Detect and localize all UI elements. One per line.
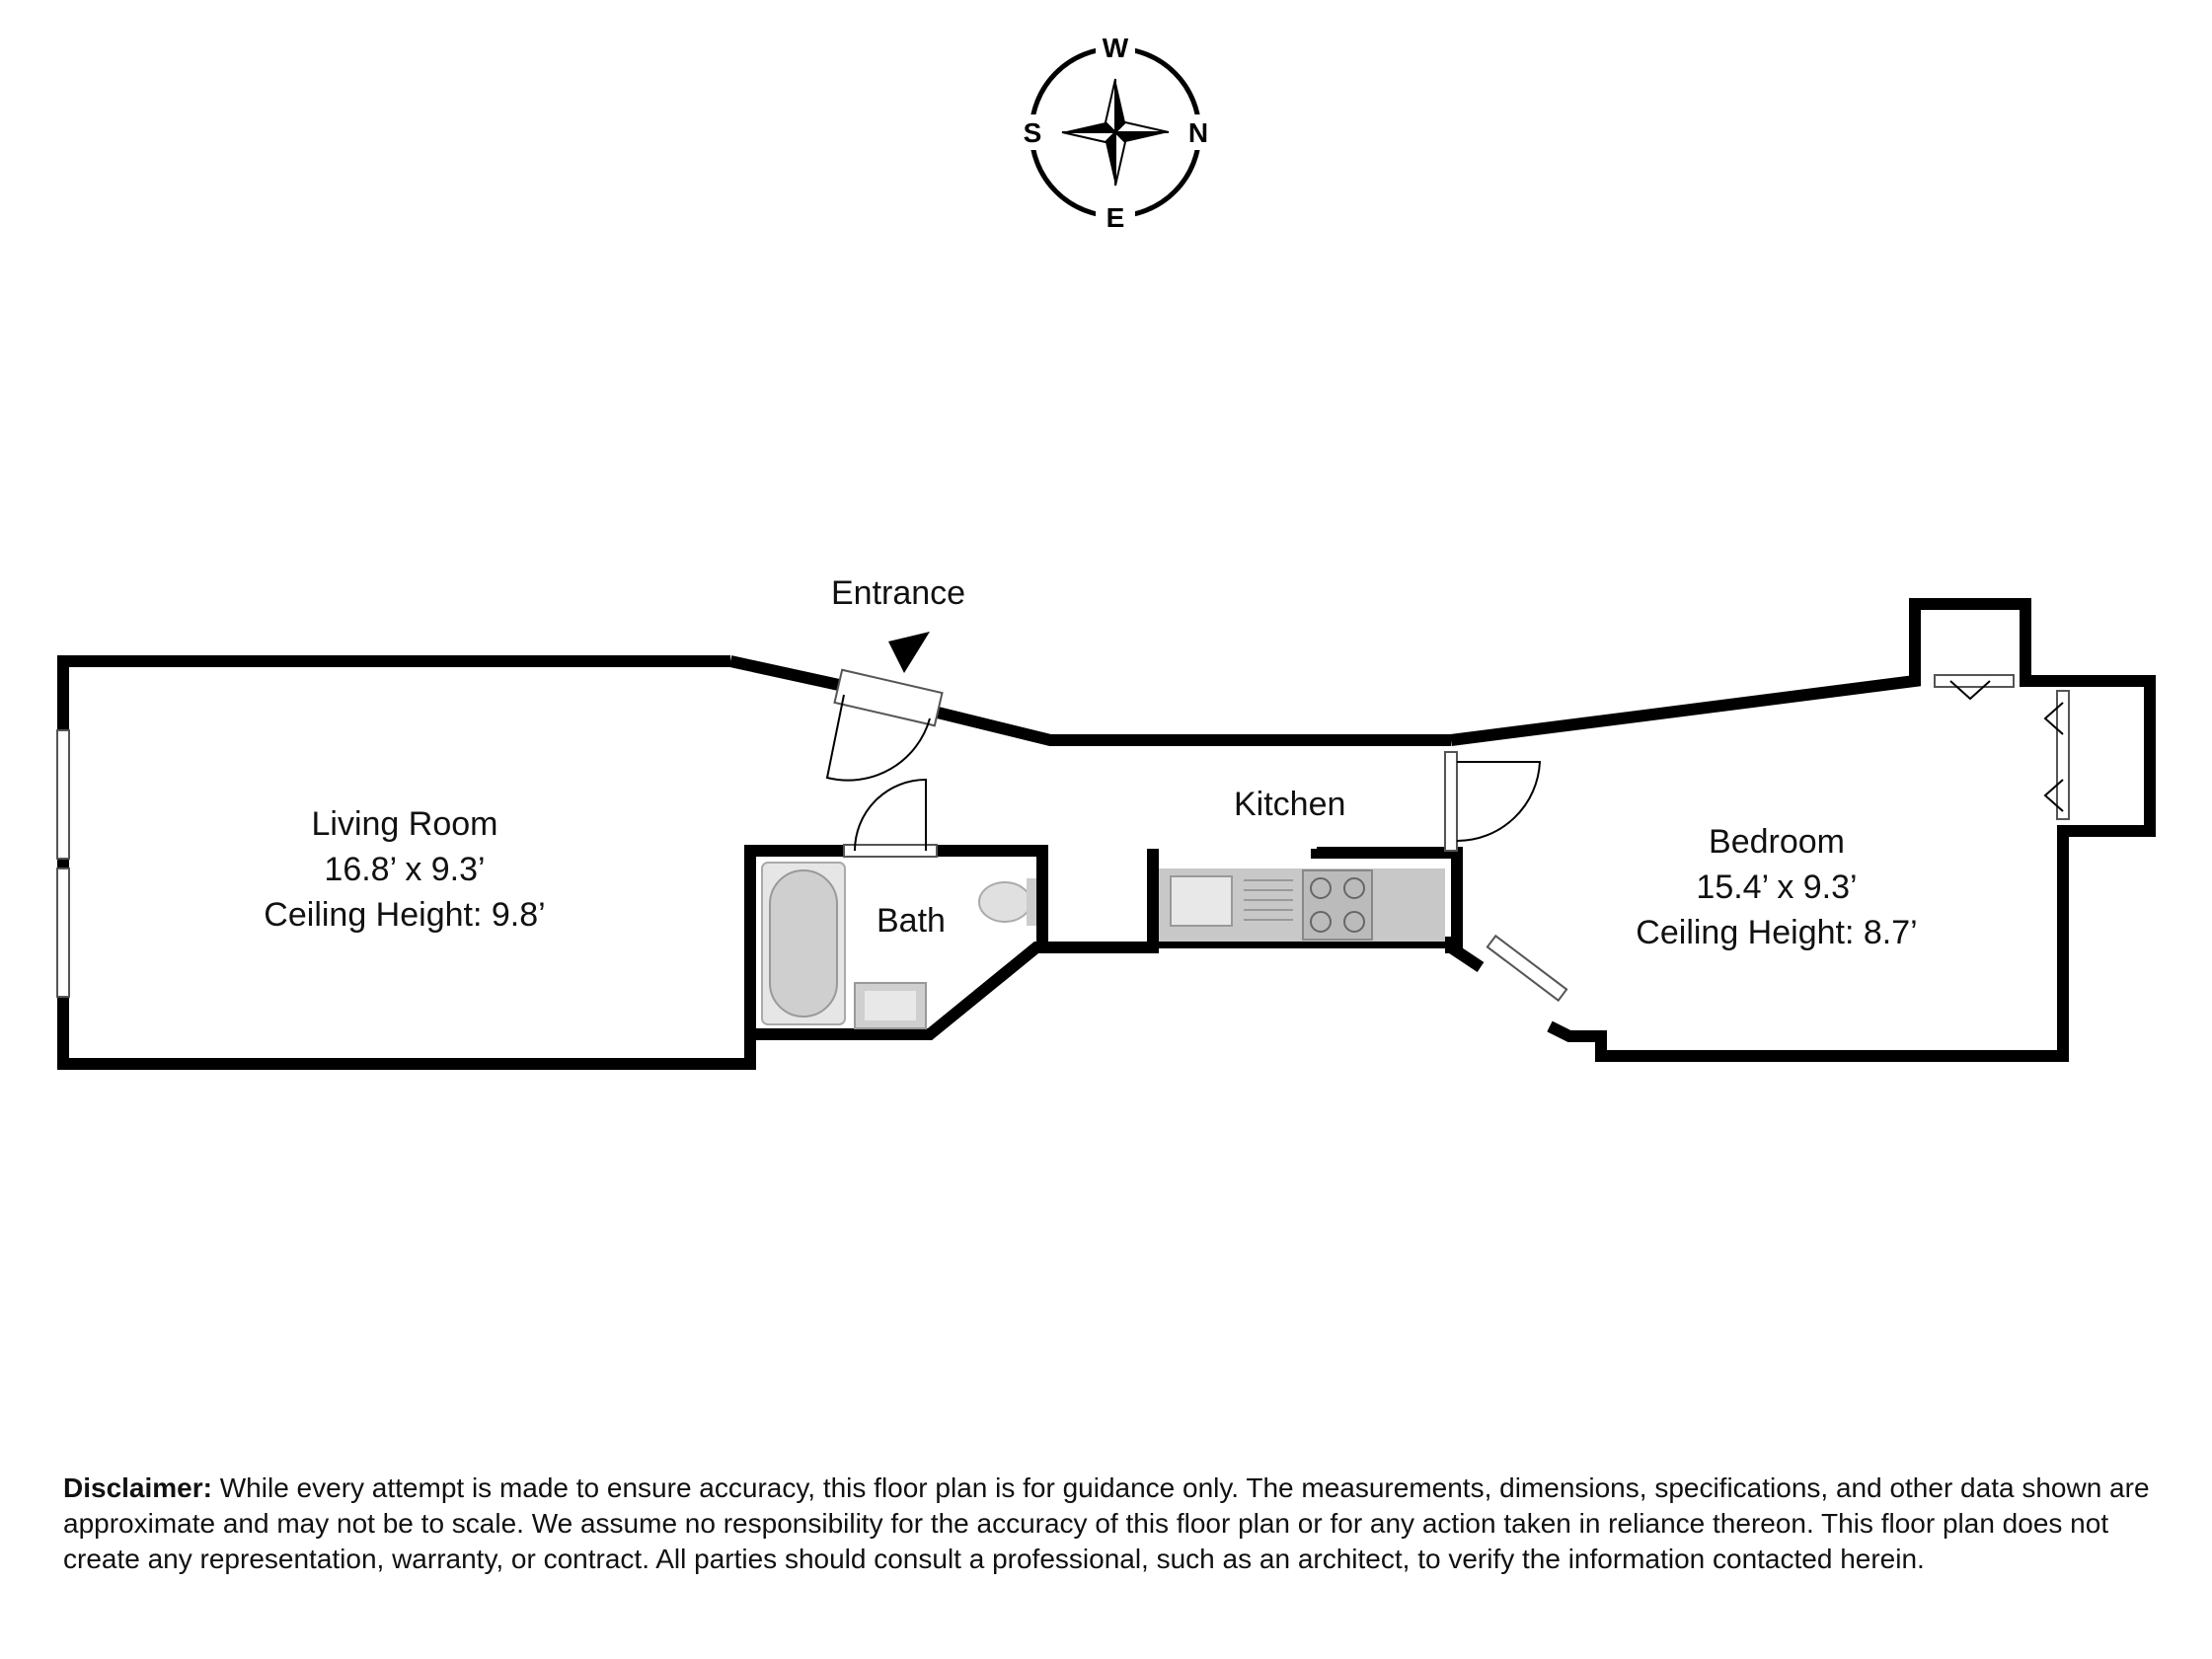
compass-north-label: N — [1187, 117, 1209, 148]
bedroom-name: Bedroom — [1709, 823, 1845, 861]
entrance-label: Entrance — [831, 574, 966, 612]
compass-east-label: E — [1106, 202, 1125, 233]
entrance-arrow-icon — [888, 632, 930, 673]
bath-label: Bath — [877, 902, 946, 940]
bedroom-label — [1629, 819, 1925, 955]
bedroom-dimensions: 15.4’ x 9.3’ — [1696, 868, 1858, 906]
living-room-name: Living Room — [311, 805, 498, 843]
kitchen-counter — [1159, 868, 1445, 942]
compass-rose-icon — [1017, 32, 1214, 233]
bath-sink-icon — [855, 983, 926, 1028]
bathtub-icon — [762, 863, 845, 1024]
kitchen-label: Kitchen — [1234, 786, 1346, 823]
disclaimer-text: While every attempt is made to ensure accuracy, this floor plan is for guidance only. The measurements, dimensions, specifications, and other data shown are approximate and may not be to scale. We assume no responsibility for the accuracy of this floor plan or for any action taken in reliance thereon. This floor plan does not create any representation, warranty, or contract. All parties should consult a professional, such as an architect, to verify the information contacted herein. — [63, 1472, 2150, 1574]
disclaimer — [63, 1470, 2166, 1577]
living-room-ceiling: Ceiling Height: 9.8’ — [264, 896, 546, 934]
living-room-dimensions: 16.8’ x 9.3’ — [324, 851, 486, 888]
bedroom-ceiling: Ceiling Height: 8.7’ — [1636, 914, 1918, 951]
living-room-label — [257, 801, 553, 938]
disclaimer-heading: Disclaimer: — [63, 1472, 212, 1503]
compass-south-label: S — [1023, 117, 1042, 148]
stove-icon — [1303, 870, 1372, 940]
toilet-icon — [979, 878, 1036, 926]
compass-west-label: W — [1102, 33, 1129, 63]
kitchen-sink-icon — [1171, 876, 1232, 926]
